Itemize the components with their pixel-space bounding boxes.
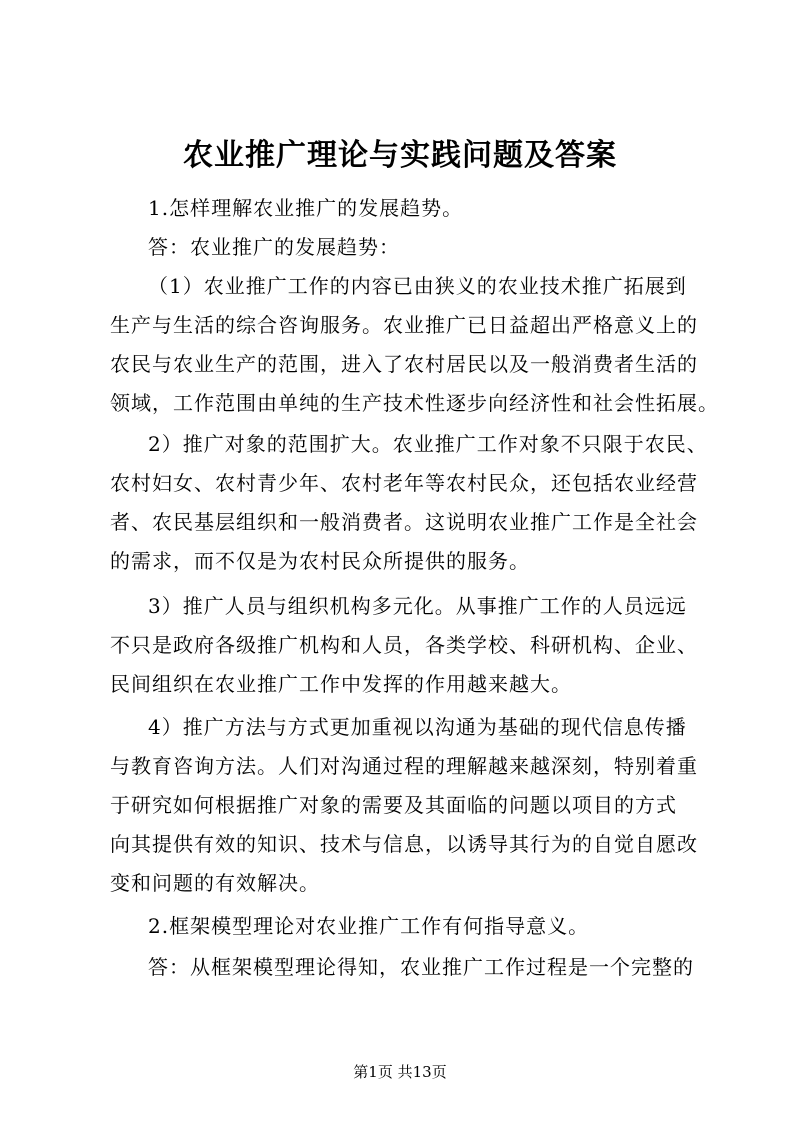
document-title: 农业推广理论与实践问题及答案	[183, 138, 617, 173]
paragraph-line: 的需求，而不仅是为农村民众所提供的服务。	[110, 549, 530, 573]
paragraph-line: 2）推广对象的范围扩大。农业推广工作对象不只限于农民、	[148, 432, 708, 456]
paragraph-line: 农村妇女、农村青少年、农村老年等农村民众，还包括农业经营	[110, 471, 698, 495]
paragraph-line: 领域，工作范围由单纯的生产技术性逐步向经济性和社会性拓展。	[110, 391, 719, 415]
paragraph-line: 向其提供有效的知识、技术与信息，以诱导其行为的自觉自愿改	[110, 832, 698, 856]
paragraph-line: 农民与农业生产的范围，进入了农村居民以及一般消费者生活的	[110, 352, 698, 376]
paragraph-line: 生产与生活的综合咨询服务。农业推广已日益超出严格意义上的	[110, 313, 698, 337]
paragraph-line: 2.框架模型理论对农业推广工作有何指导意义。	[148, 914, 590, 938]
page-number-footer: 第1页 共13页	[353, 1063, 447, 1081]
paragraph-line: 与教育咨询方法。人们对沟通过程的理解越来越深刻，特别着重	[110, 754, 698, 778]
paragraph-line: 3）推广人员与组织机构多元化。从事推广工作的人员远远	[148, 594, 687, 618]
paragraph-line: 答：从框架模型理论得知，农业推广工作过程是一个完整的	[148, 955, 694, 979]
paragraph-line: 4）推广方法与方式更加重视以沟通为基础的现代信息传播	[148, 715, 687, 739]
paragraph-line: 不只是政府各级推广机构和人员，各类学校、科研机构、企业、	[110, 633, 698, 657]
paragraph-line: 1.怎样理解农业推广的发展趋势。	[148, 196, 464, 220]
paragraph-line: （1）农业推广工作的内容已由狭义的农业技术推广拓展到	[148, 274, 687, 298]
paragraph-line: 民间组织在农业推广工作中发挥的作用越来越大。	[110, 672, 572, 696]
paragraph-line: 于研究如何根据推广对象的需要及其面临的问题以项目的方式	[110, 793, 677, 817]
paragraph-line: 变和问题的有效解决。	[110, 871, 320, 895]
paragraph-line: 答：农业推广的发展趋势：	[148, 235, 400, 259]
paragraph-line: 者、农民基层组织和一般消费者。这说明农业推广工作是全社会	[110, 510, 698, 534]
